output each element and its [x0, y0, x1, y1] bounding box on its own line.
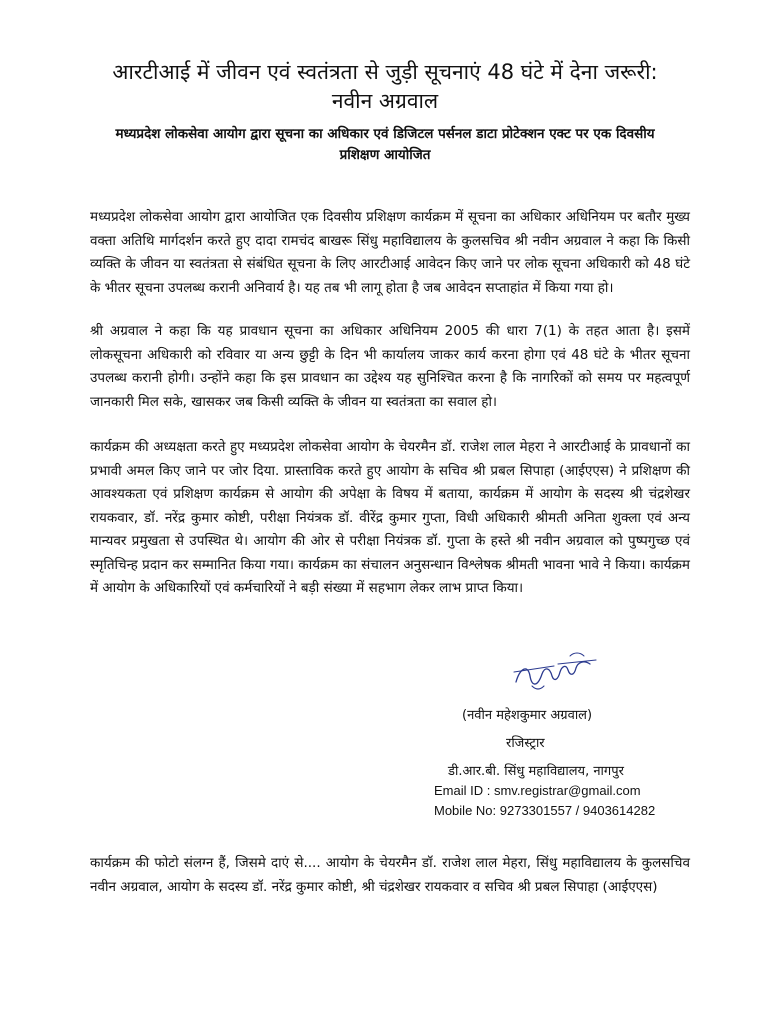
- signature-block: [400, 646, 700, 826]
- signatory-designation: रजिस्ट्रार: [506, 736, 545, 751]
- document-title: आरटीआई में जीवन एवं स्वतंत्रता से जुड़ी सूचनाएं 48 घंटे में देना जरूरी: नवीन अग्रवाल: [112, 60, 658, 113]
- photo-caption: कार्यक्रम की फोटो संलग्न हैं, जिसमे दाएं से.... आयोग के चेयरमैन डॉ. राजेश लाल मेहरा, सिंधु महाविद्यालय के कुलसचिव नवीन अग्रवाल, आयोग के सदस्य डॉ. नरेंद्र कुमार कोष्टी, श्री चंद्रशेखर रायकवार व सचिव श्री प्रबल सिपाहा (आईएएस): [90, 855, 690, 895]
- signatory-institution: डी.आर.बी. सिंधु महाविद्यालय, नागपुर: [448, 764, 624, 779]
- document-subtitle: मध्यप्रदेश लोकसेवा आयोग द्वारा सूचना का अधिकार एवं डिजिटल पर्सनल डाटा प्रोटेक्शन एक्ट पर एक दिवसीय प्रशिक्षण आयोजित: [115, 126, 655, 163]
- body-paragraph-3: कार्यक्रम की अध्यक्षता करते हुए मध्यप्रदेश लोकसेवा आयोग के चेयरमैन डॉ. राजेश लाल मेहरा ने आरटीआई के प्रावधानों का प्रभावी अमल किए जाने पर जोर दिया. प्रास्ताविक करते हुए आयोग के सचिव श्री प्रबल सिपाहा (आईएएस) ने प्रशिक्षण की आवश्यकता एवं प्रशिक्षण कार्यक्रम से आयोग की अपेक्षा के विषय में बताया, कार्यक्रम में आयोग के सदस्य श्री चंद्रशेखर रायकवार, डॉ. नरेंद्र कुमार कोष्टी, परीक्षा नियंत्रक डॉ. वीरेंद्र कुमार गुप्ता, विधी अधिकारी श्रीमती अनिता शुक्ला एवं अन्य मान्यवर प्रमुखता से उपस्थित थे। आयोग की ओर से परीक्षा नियंत्रक डॉ. गुप्ता के हस्ते श्री नवीन अग्रवाल को पुष्पगुच्छ एवं स्मृतिचिन्ह प्रदान कर सम्मानित किया गया। कार्यक्रम का संचालन अनुसन्धान विश्लेषक श्रीमती भावना भावे ने किया। कार्यक्रम में आयोग के अधिकारियों एवं कर्मचारियों ने बड़ी संख्या में सहभाग लेकर लाभ प्राप्त किया।: [90, 439, 690, 596]
- body-paragraph-1: मध्यप्रदेश लोकसेवा आयोग द्वारा आयोजित एक दिवसीय प्रशिक्षण कार्यक्रम में सूचना का अधिकार अधिनियम पर बतौर मुख्य वक्ता अतिथि मार्गदर्शन करते हुए दादा रामचंद बाखरू सिंधु महाविद्यालय के कुलसचिव श्री नवीन अग्रवाल ने कहा कि किसी व्यक्ति के जीवन या स्वतंत्रता से संबंधित सूचना के लिए आरटीआई आवेदन किए जाने पर लोक सूचना अधिकारी को 48 घंटे के भीतर सूचना उपलब्ध करानी अनिवार्य है। यह तब भी लागू होता है जब आवेदन सप्ताहांत में किया गया हो।: [90, 209, 690, 296]
- signatory-name: (नवीन महेशकुमार अग्रवाल): [462, 708, 593, 723]
- handwritten-signature: [510, 646, 600, 694]
- signatory-mobile: Mobile No: 9273301557 / 9403614282: [434, 803, 656, 818]
- body-paragraph-2: श्री अग्रवाल ने कहा कि यह प्रावधान सूचना का अधिकार अधिनियम 2005 की धारा 7(1) के तहत आता है। इसमें लोकसूचना अधिकारी को रविवार या अन्य छुट्टी के दिन भी कार्यालय जाकर कार्य करना होगा एवं 48 घंटे के भीतर सूचना उपलब्ध करानी होगी। उन्होंने कहा कि इस प्रावधान का उद्देश्य यह सुनिश्चित करना है कि नागरिकों को समय पर महत्वपूर्ण जानकारी मिल सके, खासकर जब किसी व्यक्ति के जीवन या स्वतंत्रता का सवाल हो।: [90, 323, 690, 410]
- signatory-email: Email ID : smv.registrar@gmail.com: [434, 783, 641, 798]
